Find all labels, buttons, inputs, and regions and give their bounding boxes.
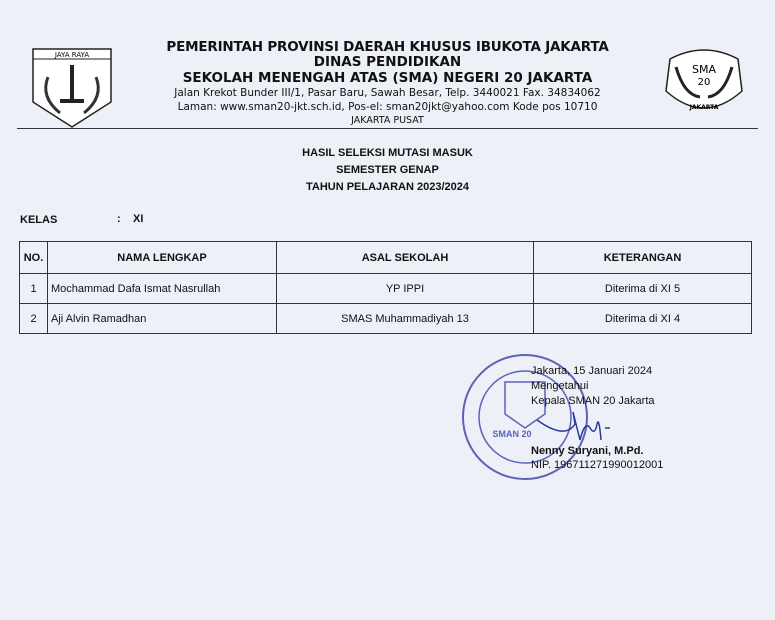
cell-school: SMAS Muhammadiyah 13: [277, 304, 534, 334]
svg-text:SMA: SMA: [692, 63, 716, 76]
col-no: NO.: [20, 242, 48, 274]
letterhead-address: Jalan Krekot Bunder III/1, Pasar Baru, Sawah Besar, Telp. 3440021 Fax. 34834062: [174, 87, 601, 99]
table-row: [20, 304, 752, 334]
kelas-value: XI: [133, 213, 144, 225]
letterhead-line1: PEMERINTAH PROVINSI DAERAH KHUSUS IBUKOTA JAKARTA: [166, 39, 609, 55]
signature-place-date: Jakarta, 15 Januari 2024: [531, 365, 653, 377]
letterhead-city: JAKARTA PUSAT: [351, 115, 424, 126]
selection-table: [19, 241, 752, 334]
letterhead-line3: SEKOLAH MENENGAH ATAS (SMA) NEGERI 20 JAKARTA: [182, 70, 593, 86]
handwritten-signature: [535, 408, 615, 449]
signature-name: Nenny Suryani, M.Pd.: [531, 445, 644, 457]
svg-text:JAKARTA: JAKARTA: [689, 104, 719, 111]
letterhead-line2: DINAS PENDIDIKAN: [313, 54, 462, 70]
kelas-label: KELAS: [20, 214, 58, 226]
title-line1: HASIL SELEKSI MUTASI MASUK: [302, 147, 473, 159]
title-line2: SEMESTER GENAP: [336, 164, 439, 176]
signature-know: Mengetahui: [531, 380, 589, 392]
col-note: KETERANGAN: [534, 242, 752, 274]
cell-name: Aji Alvin Ramadhan: [48, 304, 277, 334]
cell-school: YP IPPI: [277, 274, 534, 304]
svg-text:20: 20: [697, 77, 711, 88]
col-name: NAMA LENGKAP: [48, 242, 277, 274]
cell-no: 2: [20, 304, 48, 334]
cell-note: Diterima di XI 5: [534, 274, 752, 304]
cell-name: Mochammad Dafa Ismat Nasrullah: [48, 274, 277, 304]
title-line3: TAHUN PELAJARAN 2023/2024: [305, 181, 470, 193]
table-row: [20, 274, 752, 304]
cell-note: Diterima di XI 4: [534, 304, 752, 334]
kelas-sep: :: [117, 213, 121, 225]
svg-text:JAYA RAYA: JAYA RAYA: [54, 51, 90, 59]
letterhead-rule: [17, 128, 758, 129]
cell-no: 1: [20, 274, 48, 304]
signature-role: Kepala SMAN 20 Jakarta: [531, 395, 655, 407]
col-school: ASAL SEKOLAH: [277, 242, 534, 274]
letterhead-contact: Laman: www.sman20-jkt.sch.id, Pos-el: sman20jkt@yahoo.com Kode pos 10710: [177, 101, 598, 113]
table-header: [20, 242, 752, 274]
signature-nip: NIP. 196711271990012001: [531, 459, 664, 471]
svg-text:SMAN 20: SMAN 20: [492, 429, 532, 439]
